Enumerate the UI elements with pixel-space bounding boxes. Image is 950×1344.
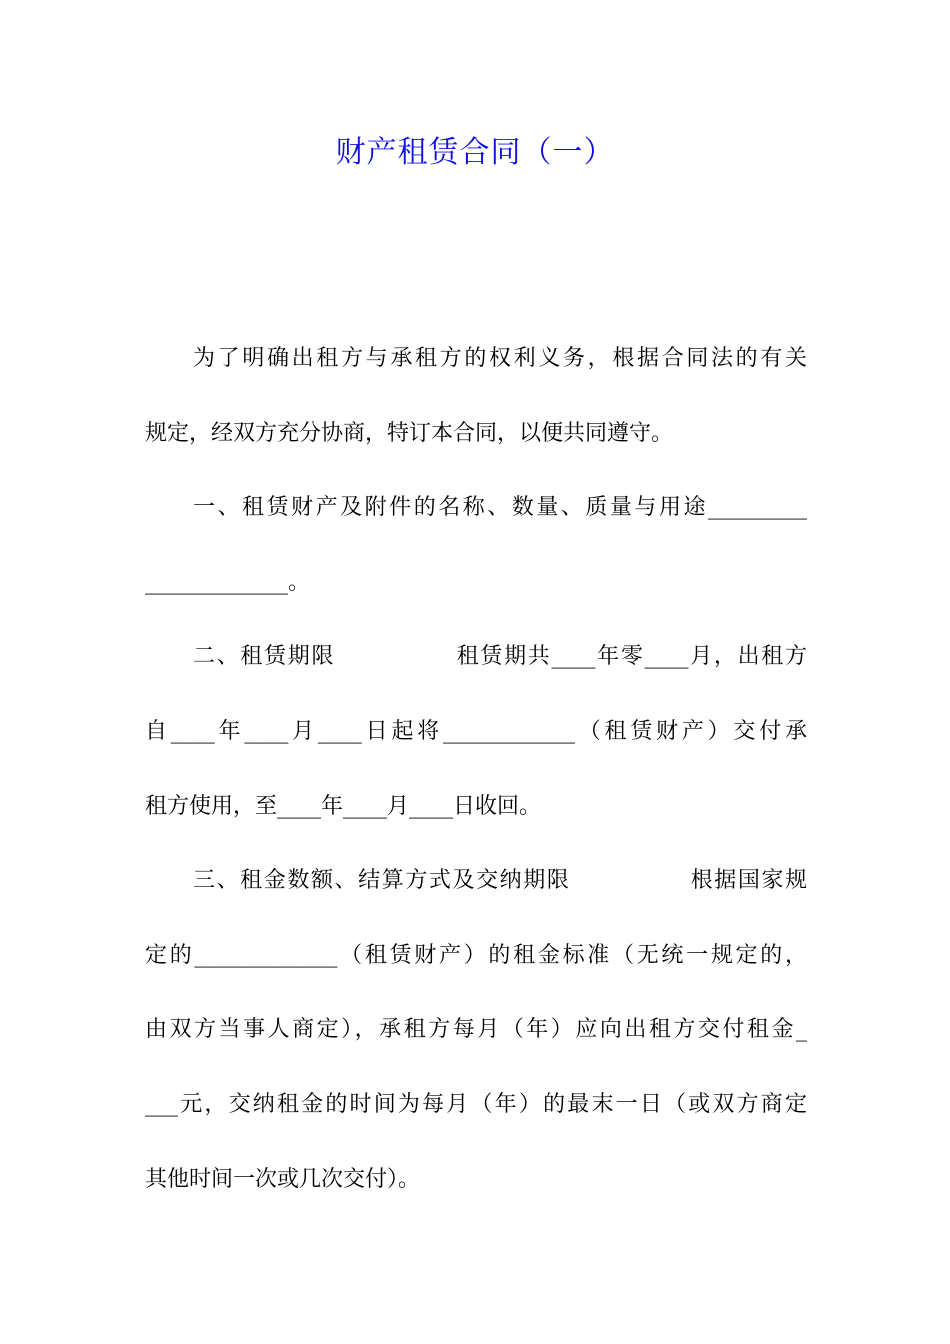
document-title: 财产租赁合同（一） (335, 135, 615, 170)
clause-1-line: _____________。 (145, 569, 311, 595)
clause-3-line: 其他时间一次或几次交付）。 (145, 1166, 421, 1192)
paragraph-line: 为了明确出租方与承租方的权利义务，根据合同法的有关 (193, 346, 807, 371)
clause-3-line: 由双方当事人商定），承租方每月（年）应向出租方交付租金_ (145, 1017, 807, 1043)
clause-2-line: 自____年____月____日起将____________（租赁财产）交付承 (145, 718, 807, 744)
clause-3-line: 定的_____________（租赁财产）的租金标准（无统一规定的， (145, 942, 807, 968)
clause-3-line: 三、租金数额、结算方式及交纳期限 根据国家规 (193, 868, 807, 894)
document-body (145, 322, 807, 1217)
clause-1-line: 一、租赁财产及附件的名称、数量、质量与用途_________ (193, 495, 807, 521)
clause-3-line: ___元，交纳租金的时间为每月（年）的最末一日（或双方商定 (145, 1091, 807, 1117)
clause-2-line: 二、租赁期限 租赁期共____年零____月，出租方 (193, 644, 807, 670)
paragraph-line: 规定，经双方充分协商，特订本合同，以便共同遵守。 (145, 420, 674, 446)
clause-2-line: 租方使用，至____年____月____日收回。 (145, 793, 542, 819)
